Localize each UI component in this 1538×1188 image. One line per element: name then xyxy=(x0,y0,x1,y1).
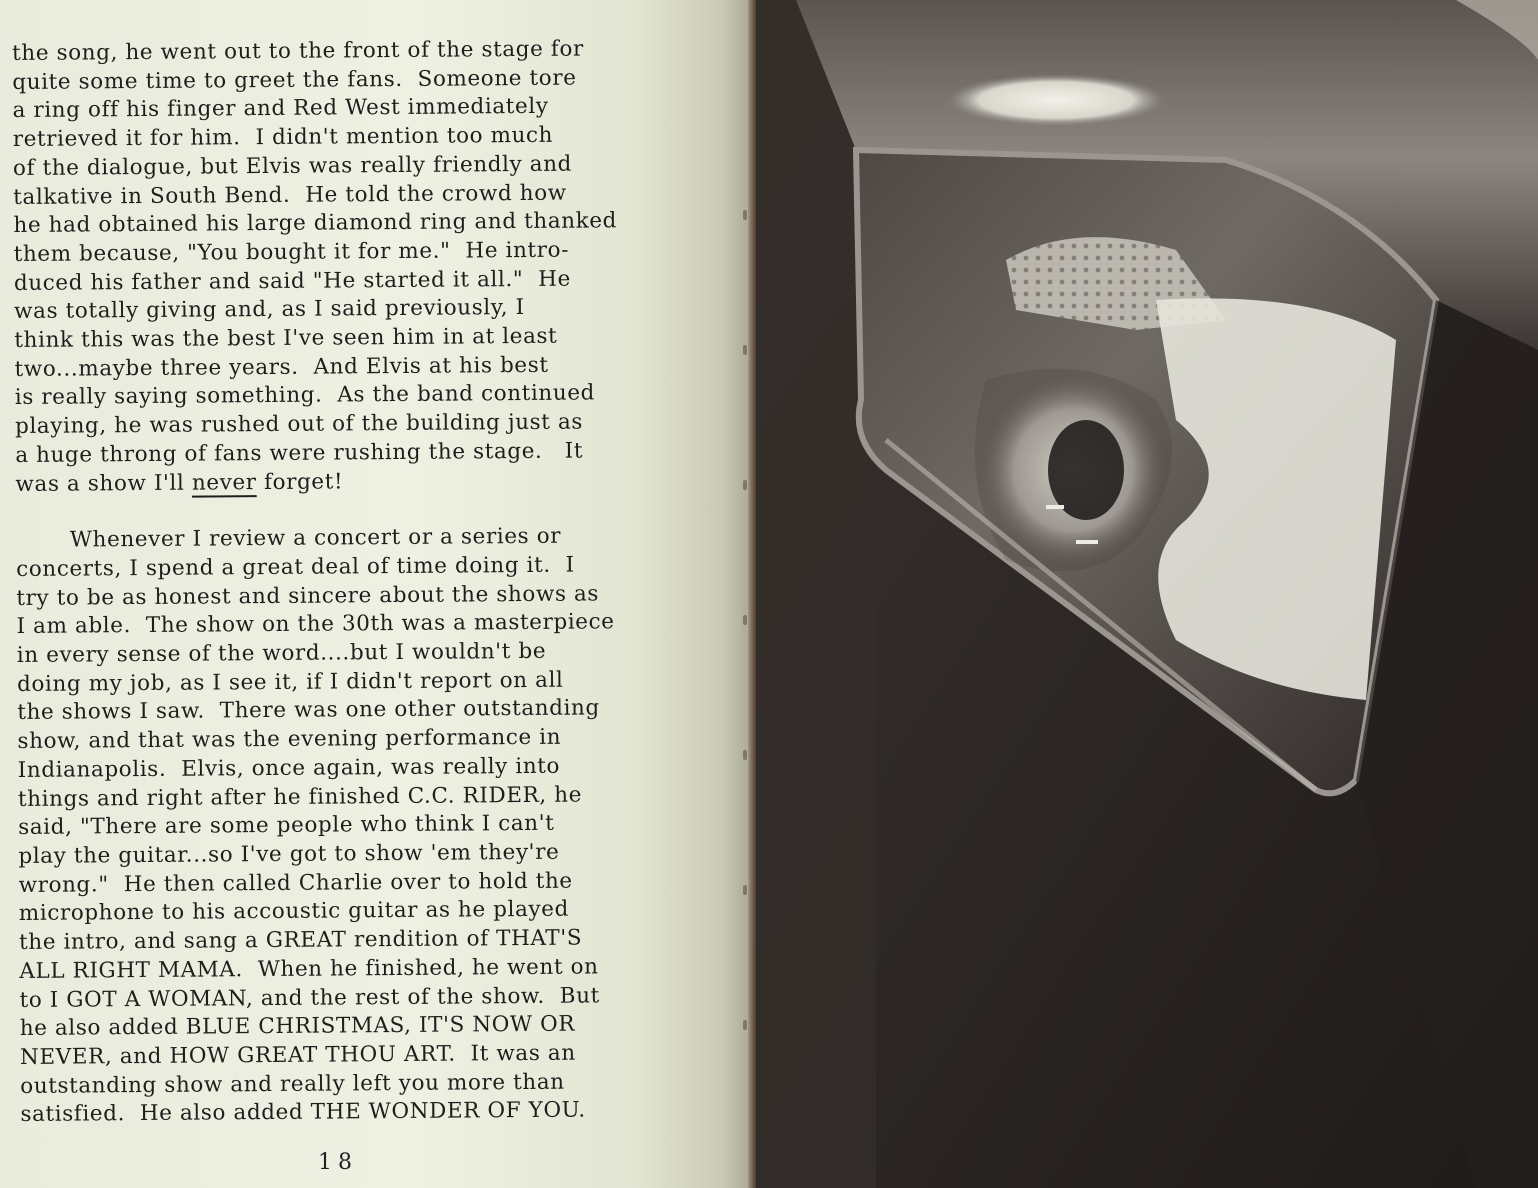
text-line: ALL RIGHT MAMA. When he finished, he went on xyxy=(19,954,599,984)
binding-stitch xyxy=(743,885,747,895)
binding-stitch xyxy=(743,750,747,760)
car-window-photo xyxy=(756,0,1538,1188)
text-line: is really saying something. As the band continued xyxy=(14,380,596,411)
text-line: he also added BLUE CHRISTMAS, IT'S NOW OR xyxy=(19,1011,576,1042)
text-line: the shows I saw. There was one other outstanding xyxy=(17,695,600,726)
text-line: I am able. The show on the 30th was a masterpiece xyxy=(16,609,615,640)
text-line: he had obtained his large diamond ring and thanked xyxy=(13,208,618,239)
text-fragment: forget! xyxy=(256,468,344,495)
text-line: microphone to his accoustic guitar as he played xyxy=(18,897,570,927)
text-line: quite some time to greet the fans. Someone tore xyxy=(12,65,577,95)
text-fragment: was a show I'll xyxy=(15,470,192,497)
text-line: talkative in South Bend. He told the crowd how xyxy=(13,180,567,210)
text-line: them because, "You bought it for me." He intro- xyxy=(13,237,570,267)
text-line: things and right after he finished C.C. RIDER, he xyxy=(17,782,583,812)
text-line: a huge throng of fans were rushing the stage. It xyxy=(15,438,584,468)
text-line: two...maybe three years. And Elvis at his best xyxy=(14,352,549,382)
ring-highlight xyxy=(1076,540,1098,544)
ring-highlight xyxy=(1046,505,1064,509)
binding-stitch xyxy=(743,480,747,490)
text-line: playing, he was rushed out of the building just as xyxy=(14,409,584,440)
text-line: was totally giving and, as I said previously, I xyxy=(14,295,525,325)
text-line: doing my job, as I see it, if I didn't report on all xyxy=(16,667,564,697)
text-line: wrong." He then called Charlie over to hold the xyxy=(18,868,573,898)
binding-stitch xyxy=(743,345,747,355)
text-line: of the dialogue, but Elvis was really friendly and xyxy=(12,151,573,181)
text-line: NEVER, and HOW GREAT THOU ART. It was an xyxy=(19,1040,576,1070)
text-line: the intro, and sang a GREAT rendition of THAT'S xyxy=(18,925,583,956)
text-line: a ring off his finger and Red West immediately xyxy=(12,94,549,124)
chrome-glare xyxy=(946,74,1166,126)
text-line: said, "There are some people who think I can't xyxy=(18,811,555,841)
text-line: play the guitar...so I've got to show 'em they're xyxy=(18,839,560,869)
binding-stitch xyxy=(743,615,747,625)
text-line: duced his father and said "He started it all." He xyxy=(13,266,571,296)
binding-stitch xyxy=(743,210,747,220)
binding-stitch xyxy=(743,1020,747,1030)
text-line: concerts, I spend a great deal of time doing it. I xyxy=(16,552,575,582)
text-line: outstanding show and really left you more than xyxy=(20,1069,565,1099)
text-line: satisfied. He also added THE WONDER OF YOU. xyxy=(20,1097,586,1128)
underlined-word: never xyxy=(191,469,257,496)
text-line: show, and that was the evening performance in xyxy=(17,724,562,755)
page-number: 18 xyxy=(318,1150,358,1175)
right-page xyxy=(756,0,1538,1188)
text-line: Whenever I review a concert or a series or xyxy=(69,523,562,553)
text-line: Indianapolis. Elvis, once again, was really into xyxy=(17,753,561,783)
text-line: in every sense of the word....but I wouldn't be xyxy=(16,638,547,669)
page-text xyxy=(12,35,701,1130)
text-line: think this was the best I've seen him in at least xyxy=(14,323,558,354)
text-line: try to be as honest and sincere about the shows as xyxy=(16,581,600,611)
text-line: to I GOT A WOMAN, and the rest of the show. But xyxy=(19,982,600,1013)
text-line: retrieved it for him. I didn't mention too much xyxy=(12,122,554,153)
left-page xyxy=(0,0,752,1188)
text-line: the song, he went out to the front of the stage for xyxy=(12,36,584,66)
